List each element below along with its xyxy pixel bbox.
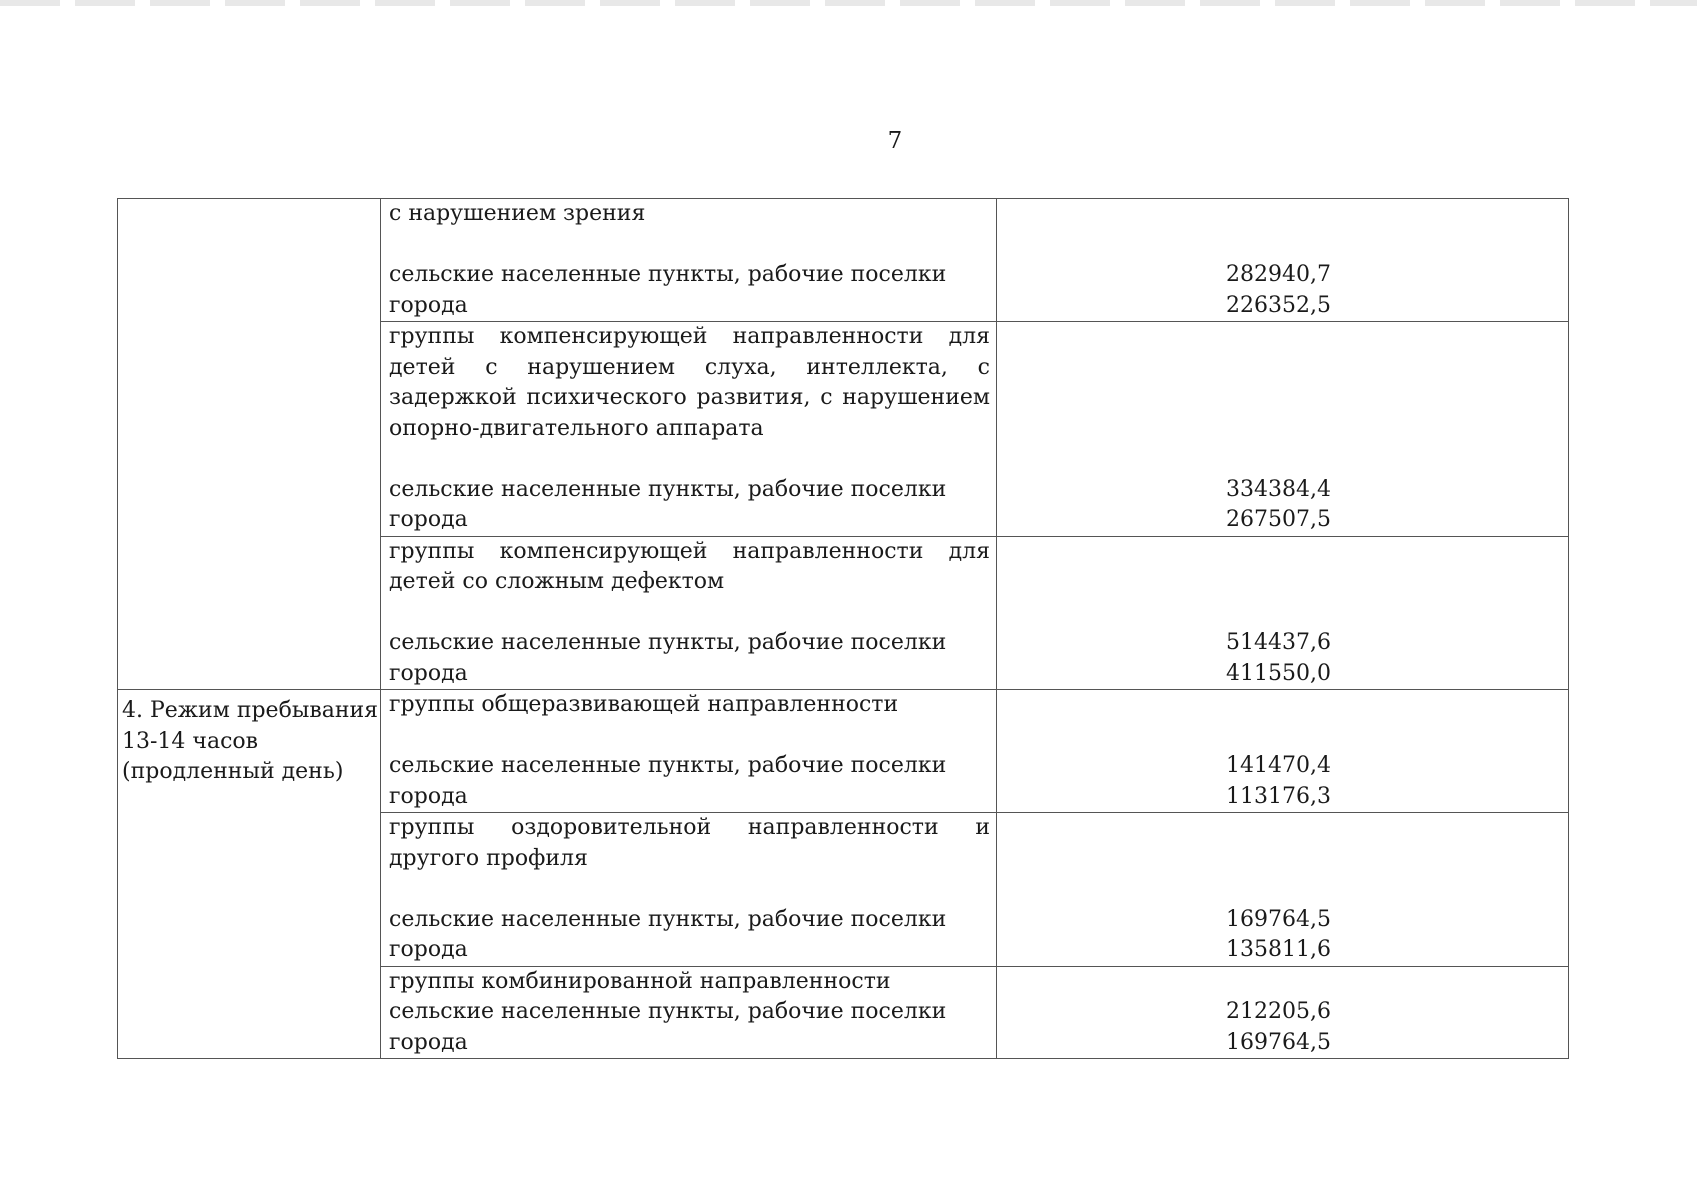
category-text: группы общеразвивающей направленности [389,692,899,717]
rural-label: сельские населенные пункты, рабочие поселки [389,476,947,502]
value-cell [997,322,1569,537]
value-cell [997,536,1569,690]
rural-value: 212205,6 [1226,999,1331,1024]
category-text: группы комбинированной направленности [389,968,891,994]
category-text: группы компенсирующей направленности для детей с нарушением слуха, интеллекта, с задержкой психического развития, с нарушением опорно-двигательного аппарата [389,324,990,441]
value-cell [997,199,1569,322]
city-value: 169764,5 [1226,1029,1331,1055]
scan-top-edge [0,0,1697,6]
tariff-table [117,198,1569,1059]
city-label: города [389,783,468,809]
table-row [118,199,1569,322]
value-cell [997,813,1569,967]
rural-value: 334384,4 [1226,476,1331,502]
city-value: 226352,5 [1226,292,1331,318]
rural-label: сельские населенные пункты, рабочие поселки [389,906,947,932]
city-value: 135811,6 [1226,937,1331,962]
city-value: 267507,5 [1226,507,1331,532]
rural-value: 169764,5 [1226,906,1331,932]
regime-text: 4. Режим пребывания 13-14 часов (продленный день) [122,698,379,784]
category-cell [381,966,997,1059]
city-value: 113176,3 [1226,783,1331,809]
value-cell [997,966,1569,1059]
city-label: города [389,660,468,686]
regime-cell [118,690,381,1059]
category-cell [381,813,997,967]
category-cell [381,199,997,322]
rural-value: 282940,7 [1226,262,1331,287]
city-label: города [389,1029,468,1055]
city-label: города [389,937,468,962]
rural-label: сельские населенные пункты, рабочие поселки [389,753,947,778]
page-number: 7 [887,128,903,154]
rural-label: сельские населенные пункты, рабочие поселки [389,999,947,1024]
rural-label: сельские населенные пункты, рабочие поселки [389,630,947,655]
city-label: города [389,507,468,532]
regime-cell-empty [118,199,381,690]
category-cell [381,322,997,537]
rural-value: 141470,4 [1226,753,1331,778]
category-cell [381,536,997,690]
category-text: группы компенсирующей направленности для детей со сложным дефектом [389,538,990,594]
rural-value: 514437,6 [1226,630,1331,655]
category-cell [381,690,997,813]
city-label: города [389,292,468,318]
category-text: группы оздоровительной направленности и другого профиля [389,815,990,871]
rural-label: сельские населенные пункты, рабочие поселки [389,262,947,287]
category-text: с нарушением зрения [389,201,646,226]
value-cell [997,690,1569,813]
city-value: 411550,0 [1226,660,1331,686]
table-row [118,690,1569,813]
